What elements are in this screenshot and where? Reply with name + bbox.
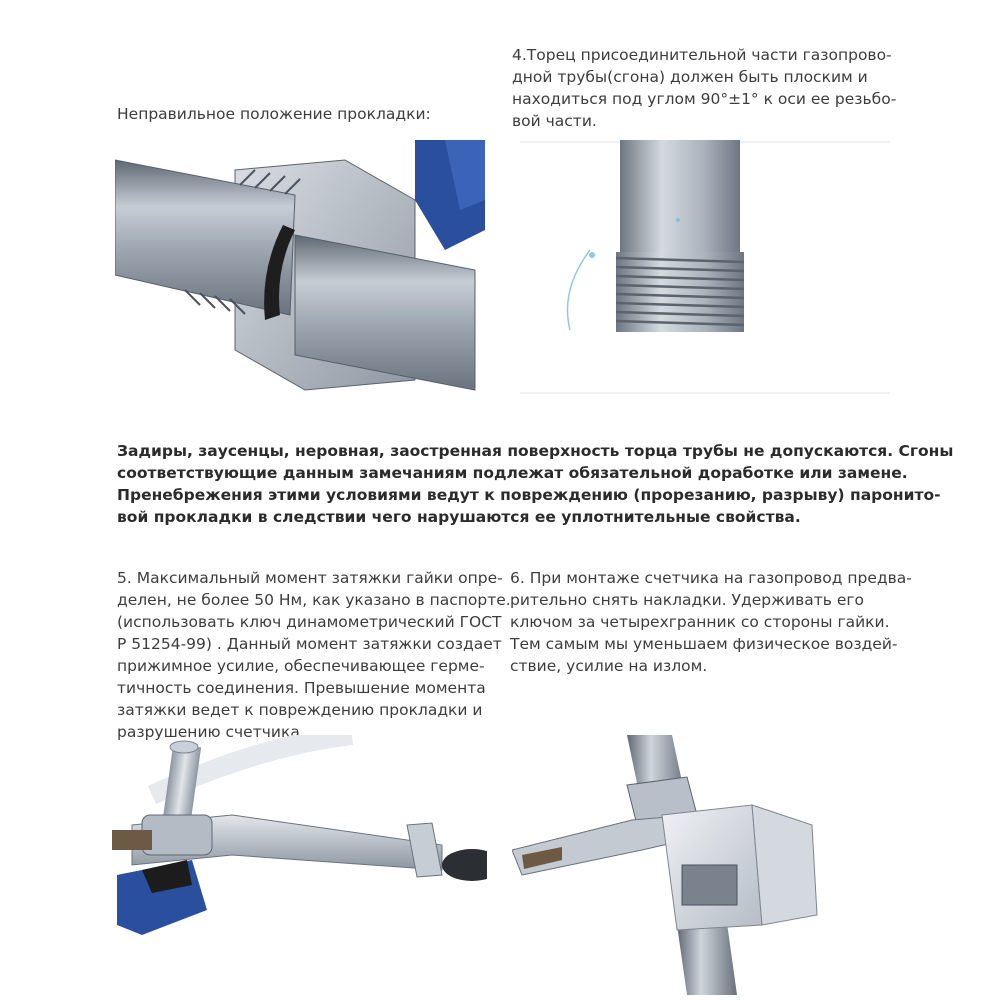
warning-line: Задиры, заусенцы, неровная, заостренная поверхность торца трубы не допускаются. Сгоны <box>117 442 954 460</box>
section-4-text <box>512 44 896 132</box>
section-4-line: находиться под углом 90°±1° к оси ее резьбо- <box>512 90 897 108</box>
section-5-line: 5. Максимальный момент затяжки гайки опре- <box>117 569 503 587</box>
section-6-line: 6. При монтаже счетчика на газопровод предва- <box>510 569 912 587</box>
section-6-text <box>510 567 912 677</box>
gasket-cutaway-figure <box>115 140 485 400</box>
section-5-line: прижимное усилие, обеспечивающее герме- <box>117 657 485 675</box>
section-6-line: Тем самым мы уменьшаем физическое воздей- <box>510 635 898 653</box>
section-6-line: ствие, усилие на излом. <box>510 657 708 675</box>
section-6-line: ключом за четырехгранник со стороны гайки. <box>510 613 890 631</box>
warning-text <box>117 440 953 528</box>
torque-wrench-figure <box>112 735 487 995</box>
section-5-line: разрушению счетчика. <box>117 723 305 741</box>
section-5-text <box>117 567 511 743</box>
section-6-line: рительно снять накладки. Удерживать его <box>510 591 865 609</box>
section-5-line: (использовать ключ динамометрический ГОСТ <box>117 613 502 631</box>
section-5-line: Р 51254-99) . Данный момент затяжки создает <box>117 635 502 653</box>
warning-line: Пренебрежения этими условиями ведут к повреждению (прорезанию, разрыву) паронито- <box>117 486 941 504</box>
section-5-line: делен, не более 50 Нм, как указано в паспорте. <box>117 591 511 609</box>
section-5-line: затяжки ведет к повреждению прокладки и <box>117 701 483 719</box>
section-5-line: тичность соединения. Превышение момента <box>117 679 486 697</box>
section-4-line: вой части. <box>512 112 597 130</box>
section-4-line: дной трубы(сгона) должен быть плоским и <box>512 68 868 86</box>
warning-line: соответствующие данным замечаниям подлежат обязательной доработке или замене. <box>117 464 908 482</box>
gasket-caption: Неправильное положение прокладки: <box>117 105 431 123</box>
holding-wrench-figure <box>512 735 887 995</box>
section-4-line: 4.Торец присоединительной части газопрово- <box>512 46 892 64</box>
threaded-pipe-figure <box>520 140 890 395</box>
warning-line: вой прокладки в следствии чего нарушаются ее уплотнительные свойства. <box>117 508 801 526</box>
